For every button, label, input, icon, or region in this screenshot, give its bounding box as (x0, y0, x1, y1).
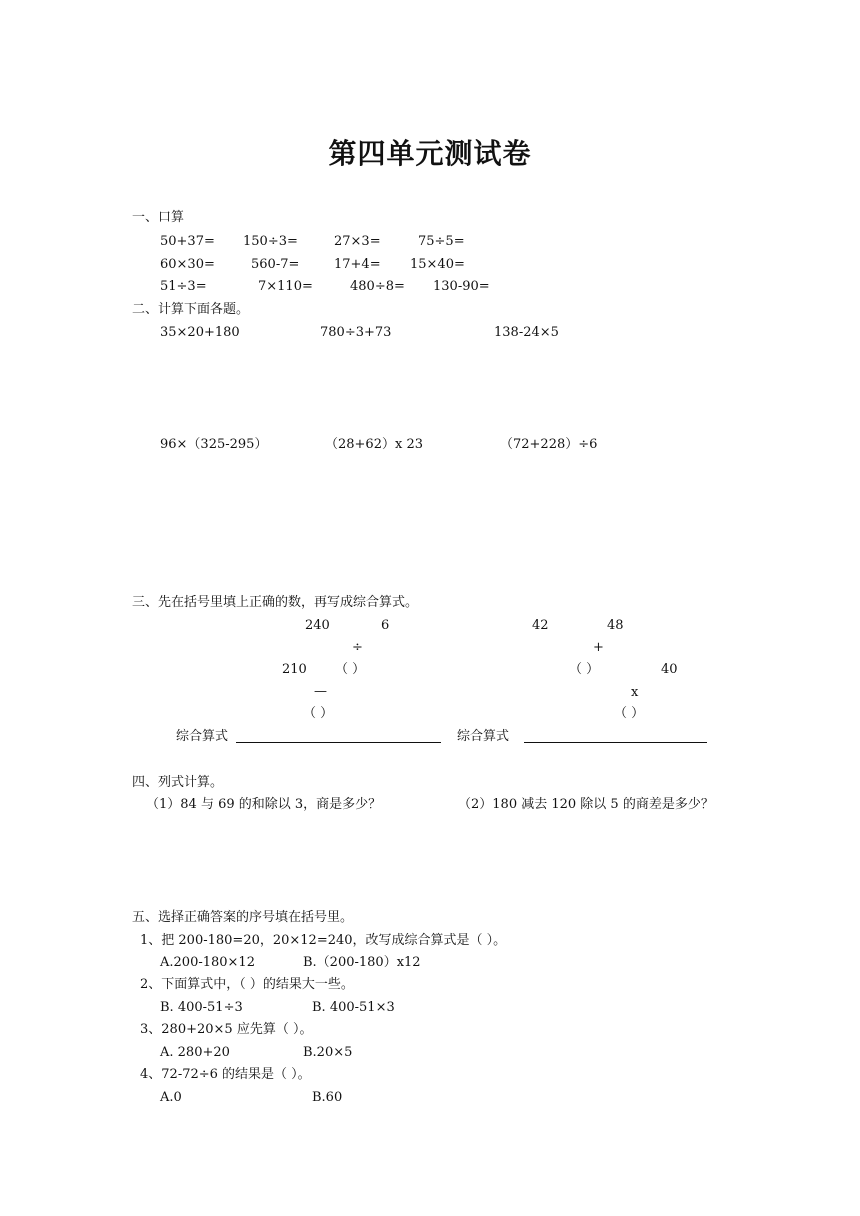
oral-item: 17+4= (334, 257, 381, 272)
oral-item: 560-7= (251, 257, 300, 272)
choice-question: 1、把 200-180=20，20×12=240，改写成综合算式是（ ）。 (140, 933, 507, 948)
choice-option: B. 400-51×3 (312, 1000, 395, 1015)
oral-item: 60×30= (160, 257, 215, 272)
choice-option: A. 280+20 (160, 1045, 230, 1060)
section-2-heading: 二、计算下面各题。 (132, 302, 250, 317)
answer-line[interactable] (236, 742, 441, 743)
choice-option: B.60 (312, 1090, 343, 1105)
tree-blank: （ ） (614, 706, 645, 721)
choice-question: 2、下面算式中，（ ）的结果大一些。 (140, 977, 354, 992)
oral-item: 27×3= (334, 234, 381, 249)
tree-number: 6 (381, 618, 390, 633)
tree-number: 210 (282, 662, 307, 677)
choice-option: A.200-180×12 (160, 955, 255, 970)
tree-operator: x (631, 685, 639, 700)
tree-number: 42 (532, 618, 549, 633)
oral-item: 150÷3= (243, 234, 298, 249)
oral-item: 130-90= (433, 279, 490, 294)
tree-blank: （ ） (569, 662, 600, 677)
oral-item: 50+37= (160, 234, 215, 249)
section-4-heading: 四、列式计算。 (132, 775, 224, 790)
tree-number: 240 (305, 618, 330, 633)
calc-problem: （72+228）÷6 (500, 437, 598, 452)
choice-option: B.（200-180）x12 (303, 955, 421, 970)
calc-problem: 138-24×5 (494, 325, 559, 340)
tree-operator: — (314, 684, 327, 699)
choice-question: 4、72-72÷6 的结果是（ ）。 (140, 1067, 311, 1082)
word-problem: （2）180 减去 120 除以 5 的商差是多少？ (458, 797, 714, 812)
oral-item: 7×110= (258, 279, 313, 294)
tree-number: 48 (607, 618, 624, 633)
oral-item: 480÷8= (350, 279, 405, 294)
tree-operator: + (593, 640, 604, 655)
section-5-heading: 五、选择正确答案的序号填在括号里。 (132, 910, 354, 925)
section-1-heading: 一、口算 (132, 210, 185, 225)
oral-item: 51÷3= (160, 279, 207, 294)
calc-problem: （28+62）x 23 (325, 437, 423, 452)
word-problem: （1）84 与 69 的和除以 3，商是多少？ (146, 797, 382, 812)
tree-blank: （ ） (335, 662, 366, 677)
tree-blank: （ ） (303, 706, 334, 721)
page-title: 第四单元测试卷 (328, 137, 532, 170)
section-3-heading: 三、先在括号里填上正确的数，再写成综合算式。 (132, 595, 419, 610)
combined-formula-label: 综合算式 (457, 729, 510, 744)
oral-item: 15×40= (410, 257, 465, 272)
choice-option: B. 400-51÷3 (160, 1000, 243, 1015)
oral-item: 75÷5= (418, 234, 465, 249)
calc-problem: 35×20+180 (160, 325, 240, 340)
tree-number: 40 (661, 662, 678, 677)
answer-line[interactable] (524, 742, 707, 743)
tree-operator: ÷ (352, 640, 363, 655)
calc-problem: 780÷3+73 (320, 325, 392, 340)
calc-problem: 96×（325-295） (160, 437, 268, 452)
combined-formula-label: 综合算式 (176, 729, 229, 744)
choice-option: A.0 (160, 1090, 182, 1105)
choice-option: B.20×5 (303, 1045, 353, 1060)
choice-question: 3、280+20×5 应先算（ ）。 (140, 1022, 313, 1037)
